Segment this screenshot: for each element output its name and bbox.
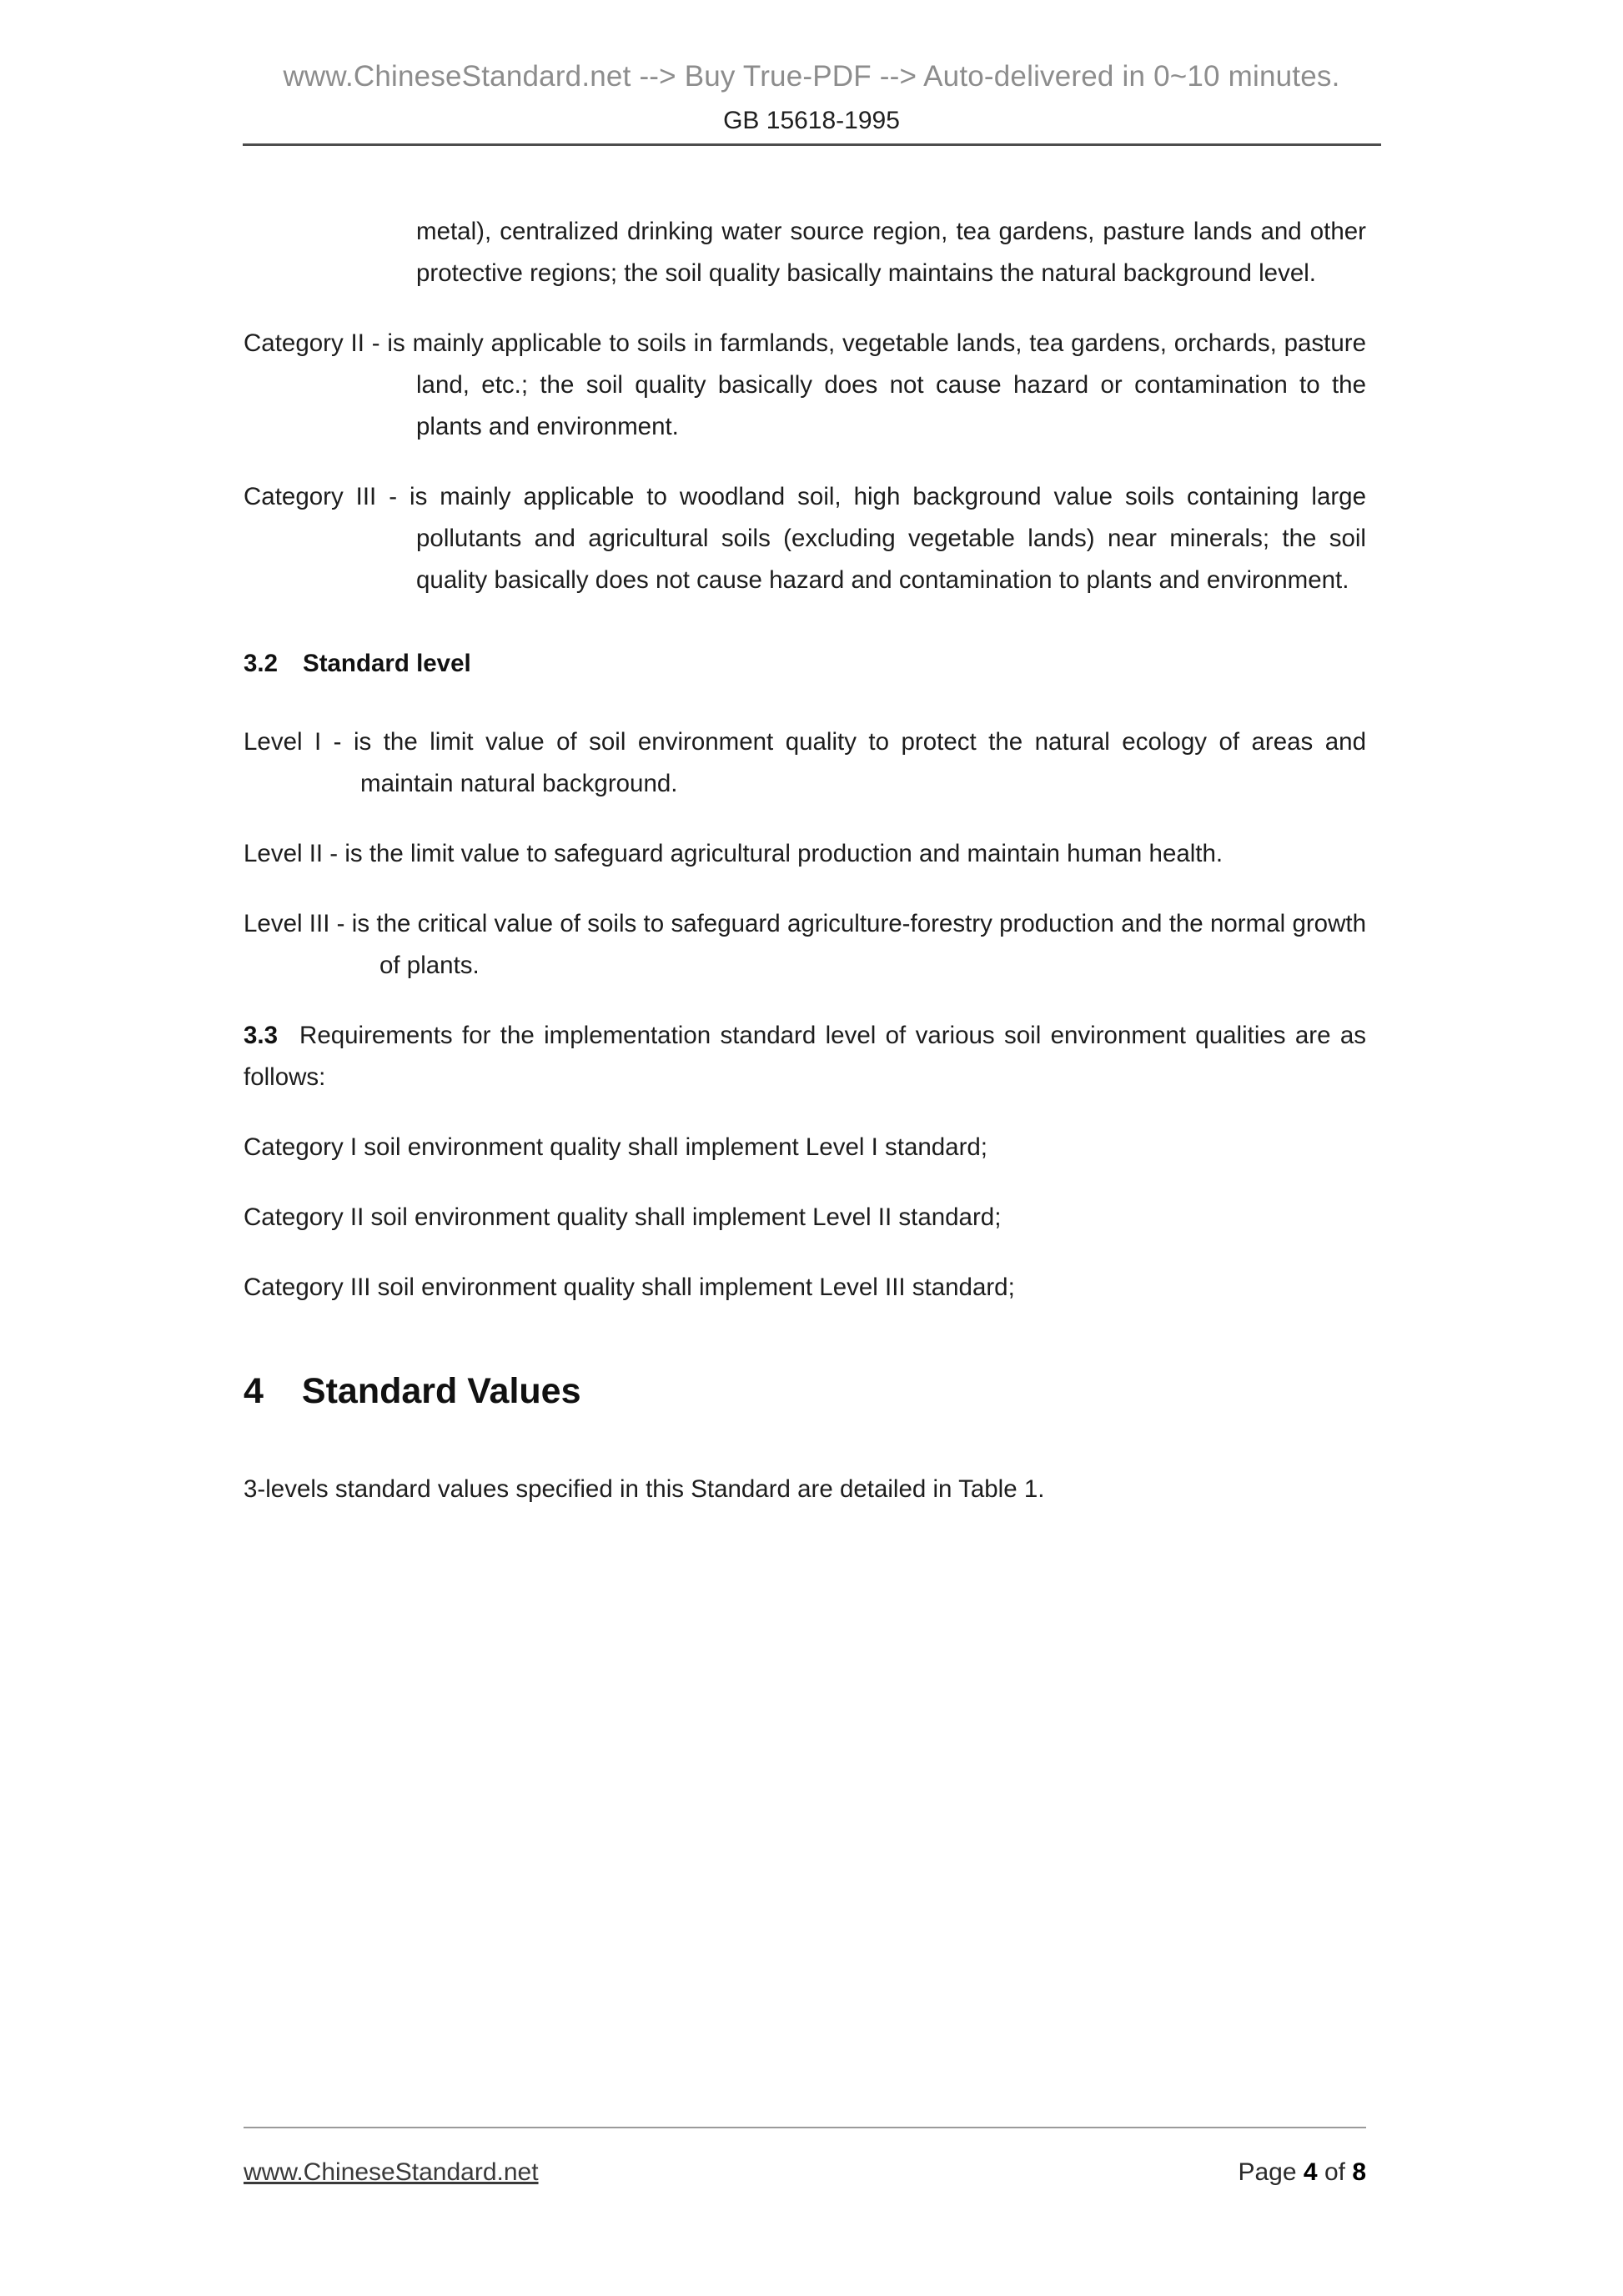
paragraph-3-3-text: Requirements for the implementation standard level of various soil environment qualities are as follows:	[244, 1022, 1366, 1091]
paragraph-implement-1: Category I soil environment quality shall implement Level I standard;	[244, 1133, 988, 1161]
doc-number: GB 15618-1995	[723, 107, 900, 134]
paragraph-category1-continuation: metal), centralized drinking water source region, tea gardens, pasture lands and other protective regions; the soil quality basically maintains the natural background level.	[416, 218, 1366, 287]
page-indicator	[1238, 2158, 1366, 2187]
paragraph-implement-2: Category II soil environment quality shall implement Level II standard;	[244, 1203, 1002, 1231]
paragraph-table-note: 3-levels standard values specified in this Standard are detailed in Table 1.	[244, 1475, 1045, 1503]
page-total: 8	[1352, 2158, 1366, 2186]
paragraph-level-2: Level II - is the limit value to safeguard agricultural production and maintain human health.	[244, 840, 1224, 867]
paragraph-level-1: Level I - is the limit value of soil environment quality to protect the natural ecology of areas and maintain natural background.	[244, 728, 1366, 797]
footer-rule	[244, 2127, 1366, 2128]
paragraph-level-3: Level III - is the critical value of soils to safeguard agriculture-forestry production and the normal growth of plants.	[244, 910, 1366, 979]
promo-banner: www.ChineseStandard.net --> Buy True-PDF --> Auto-delivered in 0~10 minutes.	[283, 60, 1340, 93]
page-current: 4	[1303, 2158, 1318, 2186]
page-label: Page	[1238, 2158, 1297, 2186]
heading-4-number: 4	[244, 1371, 264, 1411]
heading-3-2	[244, 643, 1366, 685]
page-of-label: of	[1324, 2158, 1345, 2186]
heading-3-2-number: 3.2	[244, 650, 279, 677]
paragraph-3-3	[244, 1015, 1366, 1098]
footer-row	[244, 2158, 1366, 2187]
paragraph-category-3: Category III - is mainly applicable to woodland soil, high background value soils containing large pollutants and agricultural soils (excluding vegetable lands) near minerals; the soil quality basically does not cause hazard and contamination to plants and environment.	[244, 483, 1366, 594]
heading-4	[244, 1369, 1366, 1414]
document-content	[0, 146, 1623, 1510]
paragraph-category-2: Category II - is mainly applicable to soils in farmlands, vegetable lands, tea gardens, orchards, pasture land, etc.; the soil quality basically does not cause hazard or contamination to the plants and environment.	[244, 329, 1366, 440]
heading-4-title: Standard Values	[301, 1371, 581, 1411]
page-header	[0, 0, 1623, 146]
page-footer	[244, 2127, 1366, 2187]
heading-3-2-title: Standard level	[303, 650, 471, 677]
footer-site-link[interactable]: www.ChineseStandard.net	[244, 2158, 539, 2186]
paragraph-implement-3: Category III soil environment quality shall implement Level III standard;	[244, 1274, 1015, 1301]
paragraph-3-3-number: 3.3	[244, 1022, 279, 1049]
